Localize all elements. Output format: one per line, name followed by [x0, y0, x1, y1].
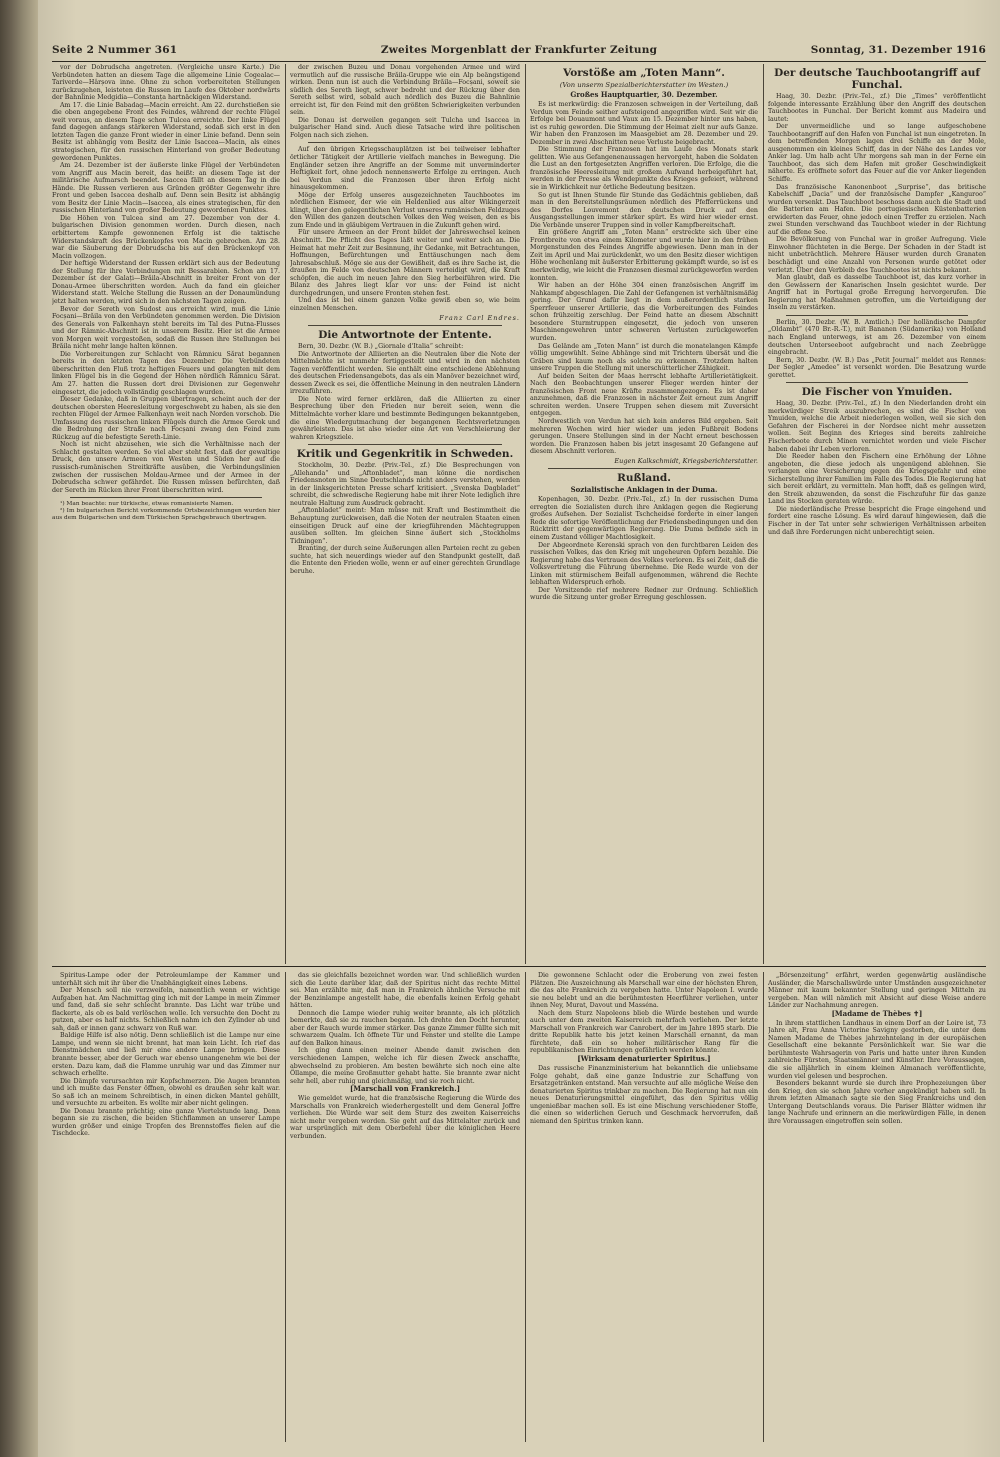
footnote-rule	[70, 497, 262, 498]
column-divider	[763, 972, 764, 1442]
newspaper-title: Zweites Morgenblatt der Frankfurter Zeitung	[380, 44, 658, 56]
paragraph: Der Vorsitzende rief mehrere Redner zur Ordnung. Schließlich wurde die Sitzung unter großer Erregung geschlossen.	[530, 586, 758, 602]
paragraph: Am 24. Dezember ist der äußerste linke Flügel der Verbündeten vom Angriff aus Macin bereit, das heißt: an diesem Tage ist der militärische Aufmarsch beendet. Isaccea fällt an diesem Tag in die Hände. Die Russen verlieren aus Gründen größter Gegenwehr ihre Front und geben Isaccea deshalb auf. Denn sein Besitz ist abhängig vom Besitz der Linie Macin—Isaccea, als eines strategischen, für den russischen Hinterland von großer Bedeutung gewordenen Punktes.	[52, 162, 280, 215]
dateline: Stockholm, 30. Dezbr. (Priv.-Tel., zf.) Die Besprechungen von „Allehanda“ und „Aftonbladet“, man könne die nordischen Friedensnoten im Sinne Deutschlands nicht anders verstehen, werden in der linksgerichteten Presse scharf kritisiert. „Svenska Dagbladet“ schreibt, die schwedische Regierung habe mit ihrer Note lediglich ihre neutrale Haltung zum Ausdruck gebracht.	[290, 462, 520, 507]
paragraph: „Aftonbladet“ meint: Man müsse mit Kraft und Bestimmtheit die Behauptung zurückweisen, daß die Noten der neutralen Staaten einen einseitigen Druck auf eine der kriegführenden Mächtegruppen ausüben sollten. Im gleichen Sinne äußert sich „Stockholms Tidningen“.	[290, 507, 520, 545]
paragraph: Die Vorbereitungen zur Schlacht von Râmnicu Sărat begannen bereits in den letzten Tagen des Dezember. Die Verbündeten überschritten den Fluß trotz heftigen Feuers und gelangten mit dem linken Flügel bis in die Gegend der Höhen nördlich Râmnicu Sărat. Am 27. hatten die Russen dort drei Divisionen zur Gegenwehr eingesetzt, die jedoch vollständig geschlagen wurden.	[52, 350, 280, 396]
paragraph: Der Mensch soll nie verzweifeln, namentlich wenn er wichtige Aufgaben hat. Am Nachmittag ging ich mit der Lampe in mein Zimmer und fand, daß sie sehr schlecht brannte. Das Licht war trübe und flackerte, als ob es bald verlöschen wolle. Ich versuchte den Docht zu putzen, aber es half nichts. Schließlich nahm ich den Zylinder ab und sah, daß er innen ganz schwarz von Ruß war.	[52, 987, 280, 1032]
article-title: Der deutsche Tauchbootangriff auf Funchal.	[774, 67, 980, 91]
feuilleton-column-3	[530, 972, 758, 1442]
paragraph: In ihrem stattlichen Landhaus in einem Dorf an der Loire ist, 73 Jahre alt, Frau Anna Victorine Savigny gestorben, die unter dem Namen Madame de Thèbes jahrzehntelang in der europäischen Gesellschaft eine bekannte Persönlichkeit war. Sie war die berühmteste Wahrsagerin von Paris und hatte unter ihren Kunden zahlreiche Fürsten, Staatsmänner und Künstler. Ihre Voraussagen, die sie alljährlich in einem kleinen Almanach veröffentlichte, wurden viel gelesen und besprochen.	[768, 1019, 986, 1080]
section-rule	[308, 142, 502, 143]
paragraph: „Börsenzeitung“ erfährt, werden gegenwärtig ausländische Ausländer, die Marschallswürde unter Umständen ausgezeichneter Männer mit kaum bekannter Stellung und geringen Mitteln zu vergeben. Man will nämlich mit Absicht auf diese Weise andere Länder zur Nachahmung anregen.	[768, 972, 986, 1010]
dateline: Haag, 30. Dezbr. (Priv.-Tel., zf.) Die „Times“ veröffentlicht folgende interessante Erzählung über den Angriff des deutschen Tauchbootes in Funchal. Der Bericht kommt aus Madeira und lautet:	[768, 93, 986, 123]
paragraph: Bevor der Sereth von Sudost aus erreicht wird, muß die Linie Focșani—Brăila von den Verbündeten genommen werden. Die Division des Generals von Falkenhayn steht bereits im Tal des Putna-Flusses und der Râmnic-Abschnitt ist in unserem Besitz. Hier ist die Armee von Morgen weit vorgestoßen, sodaß die Russen ihre Stellungen bei Brăila nicht mehr lange halten können.	[52, 305, 280, 351]
page-number: Seite 2 Nummer 361	[52, 44, 178, 56]
column-4	[768, 64, 986, 964]
feuilleton-column-4	[768, 972, 986, 1442]
article-subtitle: (Von unserm Spezialberichterstatter im Westen.)	[559, 81, 729, 89]
paragraph: Die Reeder haben den Fischern eine Erhöhung der Löhne angeboten, die diese jedoch als ungenügend ablehnen. Sie verlangen eine Versicherung gegen die Kriegsgefahr und eine Sicherstellung ihrer Familien im Falle des Todes. Die Regierung hat sich bereit erklärt, zu vermitteln. Man hofft, daß es gelingen wird, den Streik abzuwenden, da sonst die Fischzufuhr für das ganze Land ins Stocken geraten würde.	[768, 453, 986, 506]
paragraph: Haag, 30. Dezbr. (Priv.-Tel., zf.) In den Niederlanden droht ein merkwürdiger Streik auszubrechen, es sind die Fischer von Ymuiden, welche die Arbeit niederlegen wollen, weil sie sich den Gefahren der Fischerei in der Nordsee nicht mehr aussetzen wollen. Seit Beginn des Krieges sind bereits zahlreiche Fischerboote durch Minen vernichtet worden und viele Fischer haben dabei ihr Leben verloren.	[768, 400, 986, 453]
paragraph: Das russische Finanzministerium hat bekanntlich die unliebsame Folge gehabt, daß eine ganze Industrie zur Schaffung von Ersatzgetränken entstand. Man versuchte auf alle mögliche Weise den denaturierten Spiritus trinkbar zu machen. Die Regierung hat nun ein neues Denaturierungsmittel eingeführt, das den Spiritus völlig ungenießbar machen soll. Es ist eine Mischung verschiedener Stoffe, die einen so widerlichen Geruch und Geschmack hervorrufen, daß niemand den Spiritus trinken kann.	[530, 1065, 758, 1125]
paragraph: Dennoch die Lampe wieder ruhig weiter brannte, als ich plötzlich bemerkte, daß sie zu rauchen begann. Ich drehte den Docht herunter, aber der Rauch wurde immer stärker. Das ganze Zimmer füllte sich mit schwarzem Qualm. Ich öffnete Tür und Fenster und stellte die Lampe auf den Balkon hinaus.	[290, 1009, 520, 1047]
dateline: Großes Hauptquartier, 30. Dezember.	[570, 90, 718, 99]
notice-title: [Marschall von Frankreich.]	[349, 1084, 461, 1094]
newspaper-page	[38, 0, 1000, 1457]
paragraph: Spiritus-Lampe oder der Petroleumlampe der Kammer und unterhält sich mit ihr über die Unabhängigkeit eines Lebens.	[52, 972, 280, 987]
paragraph: Man glaubt, daß es dasselbe Tauchboot ist, das kurz vorher in den Gewässern der Kanarischen Inseln gesichtet wurde. Der Angriff hat in Portugal große Erregung hervorgerufen. Die Regierung hat Maßnahmen getroffen, um die Verteidigung der Inseln zu verstärken.	[768, 274, 986, 312]
paragraph: Der Abgeordnete Kerenski sprach von den furchtbaren Leiden des russischen Volkes, das den Krieg mit ungeheuren Opfern bezahle. Die Regierung habe das Vertrauen des Volkes verloren. Es sei Zeit, daß die Volksvertretung die Führung übernehme. Die Rede wurde von der Linken mit stürmischem Beifall aufgenommen, während die Rechte lebhaften Widerspruch erhob.	[530, 541, 758, 587]
column-divider	[285, 972, 286, 1442]
article-subtitle: Sozialistische Anklagen in der Duma.	[570, 485, 718, 495]
paragraph: Die Stimmung der Franzosen hat im Laufe des Monats stark gelitten. Wie aus Gefangenenaussagen hervorgeht, haben die Soldaten die Lust an den fortgesetzten Angriffen verloren. Die Erfolge, die die französische Heeresleitung mit großem Aufwand herbeigeführt hat, werden in der Presse als Wendepunkte des Krieges gefeiert, während sie in Wirklichkeit nur örtliche Bedeutung besitzen.	[530, 146, 758, 192]
paragraph: Am 17. die Linie Babadag—Macin erreicht. Am 22. durchstießen sie die oben angegebene Front des Feindes, während der rechte Flügel weit voraus, an diesem Tage schon Tulcea erreichte. Der linke Flügel fand dagegen anfangs stärkeren Widerstand, sodaß sich erst in den letzten Tagen die ganze Front wieder in einer Linie befand. Denn sein Besitz ist abhängig vom Besitz der Linie Isaccea—Macin, als eines strategischen, für den russischen Hinterland von großer Bedeutung gewordenen Punktes.	[52, 101, 280, 162]
paragraph: Die gewonnene Schlacht oder die Eroberung von zwei festen Plätzen. Die Auszeichnung als Marschall war eine der höchsten Ehren, die das alte Frankreich zu vergeben hatte. Unter Napoleon I. wurde sie neu belebt und an die berühmtesten Heerführer verliehen, unter ihnen Ney, Murat, Davout und Masséna.	[530, 972, 758, 1010]
article-title: Vorstöße am „Toten Mann“.	[563, 67, 725, 79]
article-title: Die Fischer von Ymuiden.	[801, 386, 953, 399]
column-divider	[763, 64, 764, 964]
issue-date: Sonntag, 31. Dezember 1916	[810, 44, 986, 56]
paragraph: Kopenhagen, 30. Dezbr. (Priv.-Tel., zf.) In der russischen Duma erregten die Sozialisten durch ihre Anklagen gegen die Regierung großes Aufsehen. Der Sozialist Tschcheidse forderte in einer langen Rede die sofortige Veröffentlichung der Friedensbedingungen und den Rücktritt der gegenwärtigen Regierung. Die Duma befinde sich in einem Zustand völliger Machtlosigkeit.	[530, 496, 758, 541]
paragraph: Die Höhen von Tulcea sind am 27. Dezember von der 4. bulgarischen Division genommen worden. Durch diesen, nach erbittertem Kampfe gewonnenen Erfolg ist die taktische Widerstandskraft des Brückenkopfes von Macin gebrochen. Am 28. war die Säuberung der Dobrudscha bis auf den Brückenkopf von Macin vollzogen.	[52, 214, 280, 260]
article-title: Rußland.	[617, 472, 671, 485]
notice-title: [Wirksam denaturierter Spiritus.]	[577, 1054, 711, 1064]
feuilleton-column-1	[52, 972, 280, 1442]
paragraph: Wir haben an der Höhe 304 einen französischen Angriff im Nahkampf abgeschlagen. Die Zahl der Gefangenen ist verhältnismäßig gering. Der Grund dafür liegt in dem außerordentlich starken Sperrfeuer unserer Artillerie, das die Vorbereitungen des Feindes schon frühzeitig zerschlug. Der Feind hatte an diesem Abschnitt besondere Sturmtruppen eingesetzt, die jedoch von unseren Maschinengewehren unter schweren Verlusten zurückgeworfen wurden.	[530, 282, 758, 342]
paragraph: Noch ist nicht abzusehen, wie sich die Verhältnisse nach der Schlacht gestalten werden. So viel aber steht fest, daß der gewaltige Druck, den unsere Armeen von Westen und Süden her auf die russisch-rumänischen Streitkräfte ausüben, die Verbindungslinien zwischen der russischen Moldau-Armee und der Armee in der Dobrudscha schwer gefährdet. Die Russen müssen befürchten, daß der Sereth im Rücken ihrer Front überschritten wird.	[52, 441, 280, 494]
article-title: Die Antwortnote der Entente.	[318, 329, 492, 342]
paragraph: vor der Dobrudscha angetreten. (Vergleiche unsre Karte.) Die Verbündeten hatten an diesem Tage die allgemeine Linie Cogealac—Tariverde—Hârșova inne. Ohne zu schon vorbereiteten Stellungen zurückzugehen, leisteten die Russen im Laufe des Oktober nordwärts der Bahnlinie Medgidia—Constanța hartnäckigen Widerstand.	[52, 64, 280, 102]
section-rule	[786, 382, 968, 383]
paragraph: Besonders bekannt wurde sie durch ihre Prophezeiungen über den Krieg, den sie schon Jahre vorher angekündigt haben soll. In ihrem letzten Almanach sagte sie den Sieg Frankreichs und den Untergang Deutschlands voraus. Die Pariser Blätter widmen ihr lange Nachrufe und erinnern an die merkwürdigen Fälle, in denen ihre Voraussagen eingetroffen sein sollen.	[768, 1080, 986, 1125]
paragraph: der zwischen Buzeu und Donau vorgehenden Armee und wird vermutlich auf die russische Brăila-Gruppe wie ein Alp beängstigend wirken. Denn nun ist auch die Verbindung Brăila—Focșani, soweit sie südlich des Sereth liegt, schwer bedroht und der Rückzug über den Sereth selbst wird, sobald auch nördlich des Buzeu die Bahnlinie erreicht ist, für den Feind mit den größten Schwierigkeiten verbunden sein.	[290, 64, 520, 117]
paragraph: So gut ist Ihnen Stunde für Stunde das Gedächtnis geblieben, daß man in den Bereitstellungsräumen nördlich des Pfefferrückens und des Dorfes Louvemont den deutschen Druck auf den Ausgangsstellungen immer stärker spürt. Es wird hier wieder ernst. Die Verbände unserer Truppen sind in voller Kampfbereitschaft.	[530, 191, 758, 229]
paragraph: Die niederländische Presse bespricht die Frage eingehend und fordert eine rasche Lösung. Es wird darauf hingewiesen, daß die Fischer in der Tat unter sehr schwierigen Verhältnissen arbeiten und daß ihre Forderungen nicht unberechtigt seien.	[768, 505, 986, 536]
column-divider	[525, 972, 526, 1442]
feuilleton-column-2	[290, 972, 520, 1442]
section-rule	[786, 315, 968, 316]
footnote: ¹) Man beachte: nur türkische, etwas romanisierte Namen.	[60, 501, 234, 508]
paragraph: Nordwestlich von Verdun hat sich kein anderes Bild ergeben. Seit mehreren Wochen wird hier wieder um jeden Fußbreit Bodens gerungen. Unsere Stellungen sind in der Nacht erneut beschossen worden. Die Franzosen haben bis jetzt insgesamt 20 Gefangene auf diesem Abschnitt verloren.	[530, 417, 758, 456]
article-title: Kritik und Gegenkritik in Schweden.	[296, 448, 514, 461]
paragraph: Das französische Kanonenboot „Surprise“, das britische Kabelschiff „Dacia“ und der französische Dampfer „Kanguroo“ wurden versenkt. Das Tauchboot beschoss dann auch die Stadt und die Batterien am Hafen. Die portugiesischen Küstenbatterien erwiderten das Feuer, ohne jedoch einen Treffer zu erzielen. Nach zwei Stunden verschwand das Tauchboot wieder in der Richtung auf die offene See.	[768, 183, 986, 236]
paragraph: Die Note wird ferner erklären, daß die Alliierten zu einer Besprechung über den Frieden nur bereit seien, wenn die Mittelmächte vorher klare und bestimmte Bedingungen bekanntgeben, die eine Wiedergutmachung der begangenen Rechtsverletzungen gewährleisten. Das ist also wieder eine Art von Verschleierung der wahren Kriegsziele.	[290, 395, 520, 441]
paragraph: Dieser Gedanke, daß in Gruppen übertragen, scheint auch der der deutschen obersten Heeresleitung vorgeschwebt zu haben, als sie den rechten Flügel der Armee Falkenhayn weit nach Norden vorschob. Die Umfassung des russischen linken Flügels durch die Armee Gerok und die Bedrohung der Straße nach Focșani zwang den Feind zum Rückzug auf die befestigte Sereth-Linie.	[52, 396, 280, 441]
column-2	[290, 64, 520, 964]
paragraph: Branting, der durch seine Äußerungen allen Parteien recht zu geben suchte, hat sich neuerdings wieder auf den Standpunkt gestellt, daß die Entente den Frieden wolle, wenn er auf einer gerechten Grundlage beruhe.	[290, 545, 520, 575]
section-rule	[308, 325, 502, 326]
column-divider	[525, 64, 526, 964]
paragraph: Die Antwortnote der Alliierten an die Neutralen über die Note der Mittelmächte ist nunmehr fertiggestellt und wird in den nächsten Tagen veröffentlicht werden. Sie enthält eine entschiedene Ablehnung des deutschen Friedensangebots, das als ein Manöver bezeichnet wird, dessen Zweck es sei, die öffentliche Meinung in den neutralen Ländern irrezuführen.	[290, 350, 520, 396]
paragraph: Möge der Erfolg unseres ausgezeichneten Tauchbootes im nördlichen Eismeer, der wie ein Heldenlied aus alter Wikingerzeit klingt, über den gelegentlichen Verlust unseres rumänischen Feldzuges den Willen des ganzen deutschen Volkes den Weg weisen, den es bis zum Ende und in gläubigem Vertrauen in die Zukunft gehen wird.	[290, 191, 520, 229]
paragraph: Für unsere Armeen an der Front bildet der Jahreswechsel keinen Abschnitt. Die Pflicht des Tages läßt weiter und weiter sich an. Die Heimat hat mehr Zeit zur Besinnung, ihr Gedanke, mit Betrachtungen, Hoffnungen, Befürchtungen und Enttäuschungen nach dem Jahresabschluß. Möge sie aus der Gewißheit, daß es ihre Sache ist, die draußen im Felde von deutschen Männern verteidigt wird, die Kraft schöpfen, die auch im neuen Jahre den Sieg herbeiführen wird. Die Bilanz des Jahres liegt klar vor uns: der Feind ist nicht durchgedrungen, und unsere Fronten stehen fest.	[290, 229, 520, 297]
dateline: Bern, 30. Dezbr. (W. B.) „Giornale d'Italia“ schreibt:	[298, 343, 464, 351]
paragraph: Die Bevölkerung von Funchal war in großer Aufregung. Viele Einwohner flüchteten in die Berge. Der Schaden in der Stadt ist nicht unbeträchtlich. Mehrere Häuser wurden durch Granaten beschädigt und eine Anzahl von Personen wurde getötet oder verletzt. Über den Verbleib des Tauchbootes ist nichts bekannt.	[768, 236, 986, 274]
paragraph: Es ist merkwürdig: die Franzosen schweigen in der Verteilung, daß Verdun vom Feinde seither aufsteigend angegriffen wird. Seit wir die Erfolge bei Douaumont und Vaux am 15. Dezember hinter uns haben, ist es ruhig geworden. Die Stimmung der Heimat zielt nur aufs Ganze. Wir haben den Franzosen im Maasgebiet am 28. Dezember und 29. Dezember in zwei Abschnitten neue Verluste beigebracht.	[530, 101, 758, 146]
paragraph: Die Dämpfe verursachten mir Kopfschmerzen. Die Augen brannten und ich mußte das Fenster öffnen, obwohl es draußen sehr kalt war. So saß ich an meinem Schreibtisch, in einen dicken Mantel gehüllt, und versuchte zu arbeiten. Es wollte mir aber nicht gelingen.	[52, 1077, 280, 1108]
column-1	[52, 64, 280, 964]
section-rule	[548, 468, 740, 469]
paragraph: Der heftige Widerstand der Russen erklärt sich aus der Bedeutung der Stellung für ihre Verbindungen mit Bessarabien. Schon am 17. Dezember ist der Galați—Brăila-Abschnitt in breiter Front von der Donau-Armee überschritten worden. Auch da fand ein gleicher Widerstand statt. Welche Stellung die Russen an der Donaumündung jetzt halten werden, wird sich in den nächsten Tagen zeigen.	[52, 260, 280, 305]
masthead-rule	[52, 61, 986, 62]
feuilleton-rule	[52, 966, 986, 967]
paragraph: Ich ging dann einen meiner Abende damit zwischen den verschiedenen Lampen, welche ich für diesen Zweck anschaffte, abwechselnd zu probieren. Am besten bewährte sich noch eine alte Öllampe, die meine Großmutter gehabt hatte. Sie brannte zwar nicht sehr hell, aber ruhig und gleichmäßig, und sie roch nicht.	[290, 1047, 520, 1085]
paragraph: das sie gleichfalls bezeichnet worden war. Und schließlich wurden sich die Leute darüber klar, daß der Spiritus nicht das rechte Mittel sei. Man erzählte mir, daß man in Frankreich ähnliche Versuche mit der Benzinlampe angestellt habe, die ebenfalls keinen Erfolg gehabt hätten.	[290, 972, 520, 1010]
section-rule	[308, 444, 502, 445]
footnote: ²) Im bulgarischen Bericht vorkommende Ortsbezeichnungen wurden hier aus dem Bulgarischen und dem Türkischen Sprachgebrauch übertragen.	[52, 508, 280, 522]
author-signature: Eugen Kalkschmidt, Kriegsberichterstatter.	[614, 456, 758, 465]
paragraph: Die Donau brannte prächtig; eine ganze Viertelstunde lang. Denn begann sie zu zischen, die beiden Stichflammen an unserer Lampe wurden größer und einige Tropfen des Brennstoffes fielen auf die Tischdecke.	[52, 1107, 280, 1138]
paragraph: Ein größere Angriff am „Toten Mann“ erstreckte sich über eine Frontbreite von etwa einem Kilometer und wurde hier in den frühen Morgenstunden des Feindes Angriffe abgewiesen. Denn man in der Zeit im April und Mai zurückdenkt, wo um den Besitz dieser wichtigen Höhe wochenlang mit äußerster Erbitterung gekämpft wurde, so ist es merkwürdig, wie leicht die Franzosen diesmal zurückgeworfen werden konnten.	[530, 229, 758, 282]
notice-title: [Madame de Thèbes ✝]	[831, 1008, 923, 1018]
paragraph: Der unvermeidliche und so lange aufgeschobene Tauchbootangriff auf den Hafen von Funchal ist nun eingetreten. In dem betreffenden Morgen lagen drei Schiffe an der Mole, ausgenommen ein kleines Schiff, das in der Nähe des Landes vor Anker lag. Um halb acht Uhr morgens sah man in der Ferne ein Tauchboot, das sich dem Hafen mit großer Geschwindigkeit näherte. Es eröffnete sofort das Feuer auf die vor Anker liegenden Schiffe.	[768, 123, 986, 184]
paragraph: Auf beiden Seiten der Maas herrscht lebhafte Artillerietätigkeit. Nach den Beobachtungen unserer Flieger werden hinter der französischen Front neue Kräfte zusammengezogen. Es ist daher anzunehmen, daß die Franzosen in nächster Zeit erneut zum Angriff schreiten werden. Unsere Truppen sehen diesem mit Zuversicht entgegen.	[530, 372, 758, 418]
paragraph: Baldige Hilfe ist also nötig. Denn schließlich ist die Lampe nur eine Lampe, und wenn sie nicht brennt, hat man kein Licht. Ich rief das Dienstmädchen und ließ mir eine andere Lampe bringen. Diese brannte besser, aber der Geruch war ebenso unangenehm wie bei der ersten. Dazu kam, daß die Flamme unruhig war und das Zimmer nur schwach erhellte.	[52, 1032, 280, 1078]
paragraph: Wie gemeldet wurde, hat die französische Regierung die Würde des Marschalls von Frankreich wiederhergestellt und dem General Joffre verliehen. Die Würde war seit dem Sturz des zweiten Kaiserreichs nicht mehr vergeben worden. Sie geht auf das Mittelalter zurück und war ursprünglich mit dem Oberbefehl über die königlichen Heere verbunden.	[290, 1095, 520, 1140]
paragraph: Und das ist bei einem ganzen Volke gewiß eben so, wie beim einzelnen Menschen.	[290, 297, 520, 312]
paragraph: Bern, 30. Dezbr. (W. B.) Das „Petit Journal“ meldet aus Rennes: Der Segler „Amedee“ ist versenkt worden. Die Besatzung wurde gerettet.	[768, 356, 986, 379]
author-signature: Franz Carl Endres.	[439, 313, 520, 322]
paragraph: Das Gelände am „Toten Mann“ ist durch die monatelangen Kämpfe völlig umgewühlt. Seine Abhänge sind mit Trichtern übersät und die Gräben sind kaum noch als solche zu erkennen. Trotzdem halten unsere Truppen die Stellung mit unerschütterlicher Zähigkeit.	[530, 342, 758, 373]
paragraph: Auf den übrigen Kriegsschauplätzen ist bei teilweiser lebhafter örtlicher Tätigkeit der Artillerie vielfach manches in Bewegung. Die Engländer setzen ihre Angriffe an der Somme mit unverminderter Heftigkeit fort, ohne jedoch nennenswerte Erfolge zu erringen. Auch bei Verdun sind die Franzosen über ihren Erfolg nicht hinausgekommen.	[290, 146, 520, 192]
paragraph: Berlin, 30. Dezbr. (W. B. Amtlich.) Der holländische Dampfer „Oldambt“ (470 Br.-R.-T.), mit Bananen (Südamerika) von Holland nach England unterwegs, ist am 26. Dezember von einem deutschen Unterseeboot aufgebracht und nach Zeebrügge eingebracht.	[768, 318, 986, 357]
masthead	[52, 44, 986, 60]
paragraph: Die Donau ist derweilen gegangen seit Tulcha und Isaccea in bulgarischer Hand sind. Auch diese Tatsache wird ihre politischen Folgen nach sich ziehen.	[290, 116, 520, 139]
book-spine	[0, 0, 38, 1457]
column-3	[530, 64, 758, 964]
paragraph: Nach dem Sturz Napoleons blieb die Würde bestehen und wurde auch unter dem zweiten Kaiserreich mehrfach verliehen. Der letzte Marschall von Frankreich war Canrobert, der im Jahre 1895 starb. Die dritte Republik hatte bis jetzt keinen Marschall ernannt, da man fürchtete, daß ein so hoher militärischer Rang für die republikanischen Einrichtungen gefährlich werden könnte.	[530, 1009, 758, 1055]
column-divider	[285, 64, 286, 964]
